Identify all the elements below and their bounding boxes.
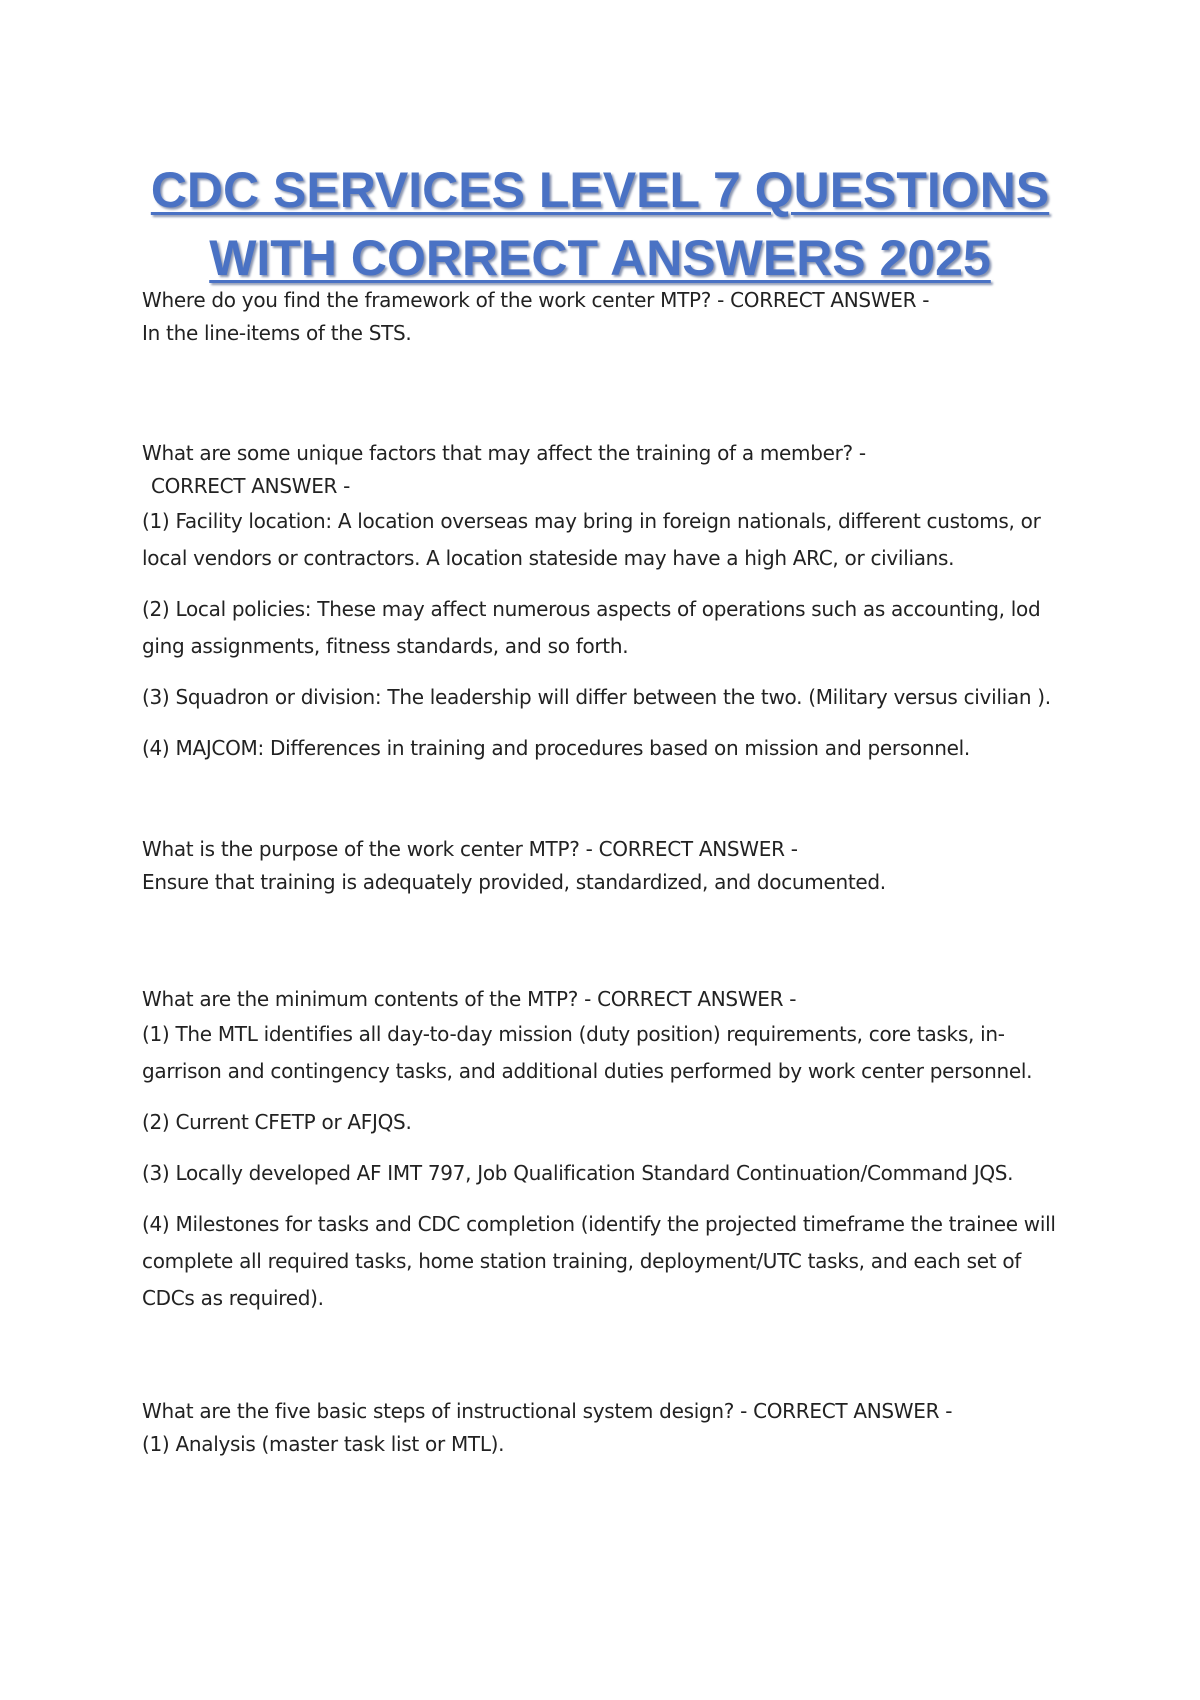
question-text: What are the five basic steps of instructional system design? - CORRECT ANSWER - xyxy=(142,1399,953,1423)
answer-text: Ensure that training is adequately provided, standardized, and documented. xyxy=(142,870,886,894)
question-text: What are the minimum contents of the MTP? - CORRECT ANSWER - xyxy=(142,987,797,1011)
qa-block xyxy=(142,437,1057,767)
qa-block xyxy=(142,833,1057,899)
question-text: What are some unique factors that may affect the training of a member? - xyxy=(142,441,866,465)
answer-item: (2) Local policies: These may affect numerous aspects of operations such as accounting, lod ging assignments, fitness standards, and so forth. xyxy=(142,597,1041,658)
qa-block xyxy=(142,284,1057,350)
answer-item: (2) Current CFETP or AFJQS. xyxy=(142,1110,412,1134)
answer-item: (1) The MTL identifies all day-to-day mission (duty position) requirements, core tasks, in-garrison and contingency tasks, and additional duties performed by work center personnel. xyxy=(142,1022,1033,1083)
title-line-2: WITH CORRECT ANSWERS 2025 xyxy=(209,230,991,286)
qa-block xyxy=(142,1395,1057,1461)
title-line-1: CDC SERVICES LEVEL 7 QUESTIONS xyxy=(150,162,1050,218)
document-title xyxy=(140,156,1060,292)
question-text: What is the purpose of the work center MTP? - CORRECT ANSWER - xyxy=(142,837,798,861)
answer-item: (4) Milestones for tasks and CDC completion (identify the projected timeframe the trainee will complete all required tasks, home station training, deployment/UTC tasks, and each set of CDCs as required). xyxy=(142,1212,1056,1310)
answer-item: (1) Analysis (master task list or MTL). xyxy=(142,1432,505,1456)
question-text: Where do you find the framework of the work center MTP? - CORRECT ANSWER - xyxy=(142,288,930,312)
answer-text: In the line-items of the STS. xyxy=(142,321,412,345)
answer-item: (1) Facility location: A location overseas may bring in foreign nationals, different customs, or local vendors or contractors. A location stateside may have a high ARC, or civilians. xyxy=(142,509,1041,570)
qa-content xyxy=(142,284,1057,1461)
answer-item: (4) MAJCOM: Differences in training and procedures based on mission and personnel. xyxy=(142,736,970,760)
answer-item: (3) Locally developed AF IMT 797, Job Qualification Standard Continuation/Command JQS. xyxy=(142,1161,1014,1185)
qa-block xyxy=(142,983,1057,1317)
answer-item: (3) Squadron or division: The leadership will differ between the two. (Military versus civilian ). xyxy=(142,685,1051,709)
answer-marker: CORRECT ANSWER - xyxy=(151,474,351,498)
